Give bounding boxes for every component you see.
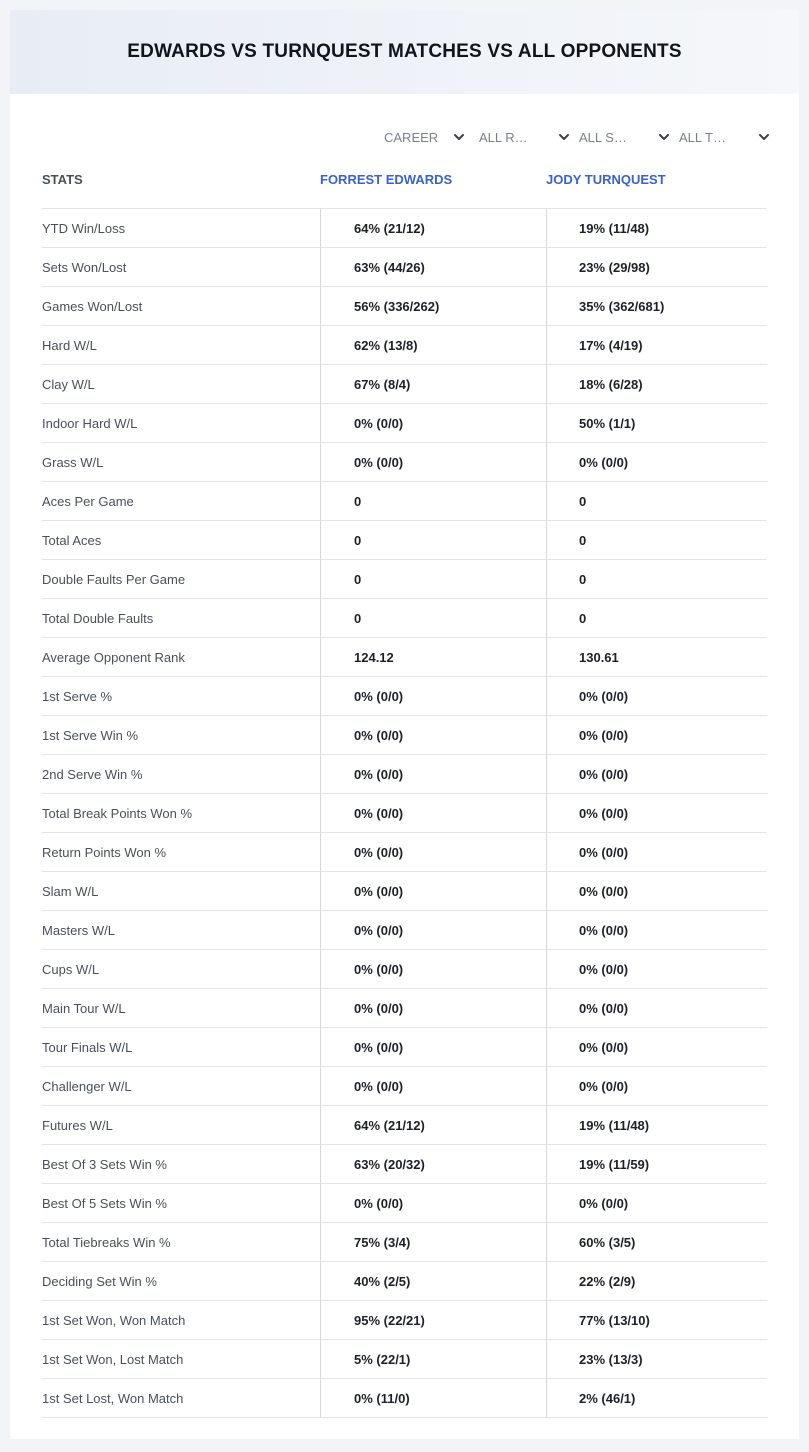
table-row bbox=[42, 1145, 767, 1184]
table-row bbox=[42, 1067, 767, 1106]
player2-value: 0 bbox=[546, 482, 767, 520]
stat-label: 2nd Serve Win % bbox=[42, 766, 143, 782]
player2-value: 19% (11/48) bbox=[546, 209, 767, 247]
stat-label: 1st Serve Win % bbox=[42, 727, 139, 743]
player1-value: 0% (11/0) bbox=[320, 1379, 546, 1417]
stat-label: Best Of 5 Sets Win % bbox=[42, 1195, 167, 1211]
player2-value: 130.61 bbox=[546, 638, 767, 676]
table-row bbox=[42, 365, 767, 404]
player2-value: 17% (4/19) bbox=[546, 326, 767, 364]
stat-label: YTD Win/Loss bbox=[42, 220, 126, 236]
table-row bbox=[42, 1106, 767, 1145]
stat-label: Slam W/L bbox=[42, 883, 99, 899]
chevron-down-icon bbox=[452, 130, 466, 144]
player1-value: 0 bbox=[320, 599, 546, 637]
player2-value: 0% (0/0) bbox=[546, 1028, 767, 1066]
player2-value: 0 bbox=[546, 599, 767, 637]
player2-value: 0% (0/0) bbox=[546, 794, 767, 832]
filter-round-select[interactable] bbox=[479, 126, 569, 148]
player2-value: 2% (46/1) bbox=[546, 1379, 767, 1417]
player2-value: 0% (0/0) bbox=[546, 989, 767, 1027]
table-row bbox=[42, 1301, 767, 1340]
player2-value: 0% (0/0) bbox=[546, 755, 767, 793]
player2-value: 19% (11/48) bbox=[546, 1106, 767, 1144]
player1-value: 0% (0/0) bbox=[320, 404, 546, 442]
table-row bbox=[42, 248, 767, 287]
table-row bbox=[42, 209, 767, 248]
player1-value: 75% (3/4) bbox=[320, 1223, 546, 1261]
stat-label: Challenger W/L bbox=[42, 1078, 132, 1094]
table-row bbox=[42, 755, 767, 794]
player2-value: 35% (362/681) bbox=[546, 287, 767, 325]
player1-value: 0% (0/0) bbox=[320, 911, 546, 949]
player1-value: 95% (22/21) bbox=[320, 1301, 546, 1339]
player2-value: 0% (0/0) bbox=[546, 443, 767, 481]
stats-card bbox=[10, 10, 799, 1439]
page-title: EDWARDS VS TURNQUEST MATCHES VS ALL OPPONENTS bbox=[127, 41, 682, 62]
player1-value: 63% (20/32) bbox=[320, 1145, 546, 1183]
stat-label: Games Won/Lost bbox=[42, 298, 143, 314]
table-row bbox=[42, 326, 767, 365]
player2-value: 22% (2/9) bbox=[546, 1262, 767, 1300]
table-row bbox=[42, 989, 767, 1028]
player1-value: 0% (0/0) bbox=[320, 1184, 546, 1222]
table-row bbox=[42, 404, 767, 443]
player1-value: 64% (21/12) bbox=[320, 1106, 546, 1144]
stat-label: Main Tour W/L bbox=[42, 1000, 126, 1016]
player1-value: 0 bbox=[320, 560, 546, 598]
table-row bbox=[42, 287, 767, 326]
player1-value: 0 bbox=[320, 482, 546, 520]
stat-label: Indoor Hard W/L bbox=[42, 415, 138, 431]
table-row bbox=[42, 1223, 767, 1262]
player1-value: 67% (8/4) bbox=[320, 365, 546, 403]
table-row bbox=[42, 716, 767, 755]
player2-value: 0% (0/0) bbox=[546, 1067, 767, 1105]
player2-value: 0% (0/0) bbox=[546, 872, 767, 910]
player2-value: 23% (29/98) bbox=[546, 248, 767, 286]
player1-value: 0% (0/0) bbox=[320, 794, 546, 832]
stat-label: Cups W/L bbox=[42, 961, 100, 977]
table-row bbox=[42, 443, 767, 482]
chevron-down-icon bbox=[557, 130, 571, 144]
player1-value: 0% (0/0) bbox=[320, 1067, 546, 1105]
stat-label: Hard W/L bbox=[42, 337, 97, 353]
table-row bbox=[42, 1184, 767, 1223]
stat-label: 1st Set Lost, Won Match bbox=[42, 1390, 184, 1406]
table-row bbox=[42, 1028, 767, 1067]
player2-value: 0% (0/0) bbox=[546, 716, 767, 754]
player2-value: 0 bbox=[546, 560, 767, 598]
stat-label: Total Double Faults bbox=[42, 610, 154, 626]
chevron-down-icon bbox=[657, 130, 671, 144]
filter-bar bbox=[10, 126, 799, 148]
table-row bbox=[42, 833, 767, 872]
player1-value: 0% (0/0) bbox=[320, 872, 546, 910]
filter-period-label: CAREER bbox=[384, 129, 439, 145]
player1-value: 0% (0/0) bbox=[320, 716, 546, 754]
table-header bbox=[42, 170, 767, 208]
stat-label: Clay W/L bbox=[42, 376, 95, 392]
table-row bbox=[42, 1379, 767, 1418]
player1-value: 62% (13/8) bbox=[320, 326, 546, 364]
player1-value: 40% (2/5) bbox=[320, 1262, 546, 1300]
table-row bbox=[42, 599, 767, 638]
player1-value: 56% (336/262) bbox=[320, 287, 546, 325]
stat-label: Masters W/L bbox=[42, 922, 115, 938]
player2-value: 0% (0/0) bbox=[546, 833, 767, 871]
player1-value: 64% (21/12) bbox=[320, 209, 546, 247]
stat-label: Grass W/L bbox=[42, 454, 104, 470]
player1-value: 0% (0/0) bbox=[320, 950, 546, 988]
stat-label: 1st Serve % bbox=[42, 688, 113, 704]
player1-value: 63% (44/26) bbox=[320, 248, 546, 286]
stat-label: 1st Set Won, Lost Match bbox=[42, 1351, 184, 1367]
column-header-player1[interactable]: FORREST EDWARDS bbox=[320, 172, 453, 187]
player2-value: 23% (13/3) bbox=[546, 1340, 767, 1378]
stat-label: Tour Finals W/L bbox=[42, 1039, 133, 1055]
filter-tournament-label: ALL T… bbox=[679, 129, 726, 145]
column-header-stats: STATS bbox=[42, 172, 83, 187]
table-row bbox=[42, 950, 767, 989]
filter-period-select[interactable] bbox=[384, 126, 464, 148]
stat-label: Deciding Set Win % bbox=[42, 1273, 157, 1289]
filter-tournament-select[interactable] bbox=[679, 126, 769, 148]
stat-label: Average Opponent Rank bbox=[42, 649, 185, 665]
table-row bbox=[42, 521, 767, 560]
stat-label: Double Faults Per Game bbox=[42, 571, 186, 587]
player2-value: 0% (0/0) bbox=[546, 677, 767, 715]
player1-value: 124.12 bbox=[320, 638, 546, 676]
player2-value: 0% (0/0) bbox=[546, 911, 767, 949]
table-row bbox=[42, 560, 767, 599]
table-row bbox=[42, 677, 767, 716]
player2-value: 0% (0/0) bbox=[546, 1184, 767, 1222]
table-row bbox=[42, 1262, 767, 1301]
table-row bbox=[42, 1340, 767, 1379]
stat-label: Total Break Points Won % bbox=[42, 805, 193, 821]
filter-surface-label: ALL S… bbox=[579, 129, 627, 145]
stat-label: Total Tiebreaks Win % bbox=[42, 1234, 171, 1250]
player2-value: 60% (3/5) bbox=[546, 1223, 767, 1261]
stats-table bbox=[42, 208, 767, 1418]
player2-value: 77% (13/10) bbox=[546, 1301, 767, 1339]
player1-value: 0% (0/0) bbox=[320, 989, 546, 1027]
player1-value: 5% (22/1) bbox=[320, 1340, 546, 1378]
table-row bbox=[42, 794, 767, 833]
stat-label: Sets Won/Lost bbox=[42, 259, 127, 275]
table-row bbox=[42, 911, 767, 950]
table-row bbox=[42, 638, 767, 677]
player1-value: 0% (0/0) bbox=[320, 755, 546, 793]
filter-surface-select[interactable] bbox=[579, 126, 669, 148]
player1-value: 0 bbox=[320, 521, 546, 559]
filter-round-label: ALL R… bbox=[479, 129, 528, 145]
player2-value: 18% (6/28) bbox=[546, 365, 767, 403]
player1-value: 0% (0/0) bbox=[320, 833, 546, 871]
stat-label: Total Aces bbox=[42, 532, 102, 548]
chevron-down-icon bbox=[757, 130, 771, 144]
player1-value: 0% (0/0) bbox=[320, 443, 546, 481]
table-row bbox=[42, 482, 767, 521]
stat-label: Return Points Won % bbox=[42, 844, 167, 860]
stat-label: 1st Set Won, Won Match bbox=[42, 1312, 186, 1328]
stat-label: Aces Per Game bbox=[42, 493, 134, 509]
card-header bbox=[10, 10, 799, 94]
column-header-player2[interactable]: JODY TURNQUEST bbox=[546, 172, 666, 187]
player1-value: 0% (0/0) bbox=[320, 677, 546, 715]
player2-value: 0 bbox=[546, 521, 767, 559]
player1-value: 0% (0/0) bbox=[320, 1028, 546, 1066]
player2-value: 0% (0/0) bbox=[546, 950, 767, 988]
table-row bbox=[42, 872, 767, 911]
stat-label: Futures W/L bbox=[42, 1117, 113, 1133]
player2-value: 19% (11/59) bbox=[546, 1145, 767, 1183]
player2-value: 50% (1/1) bbox=[546, 404, 767, 442]
stat-label: Best Of 3 Sets Win % bbox=[42, 1156, 167, 1172]
